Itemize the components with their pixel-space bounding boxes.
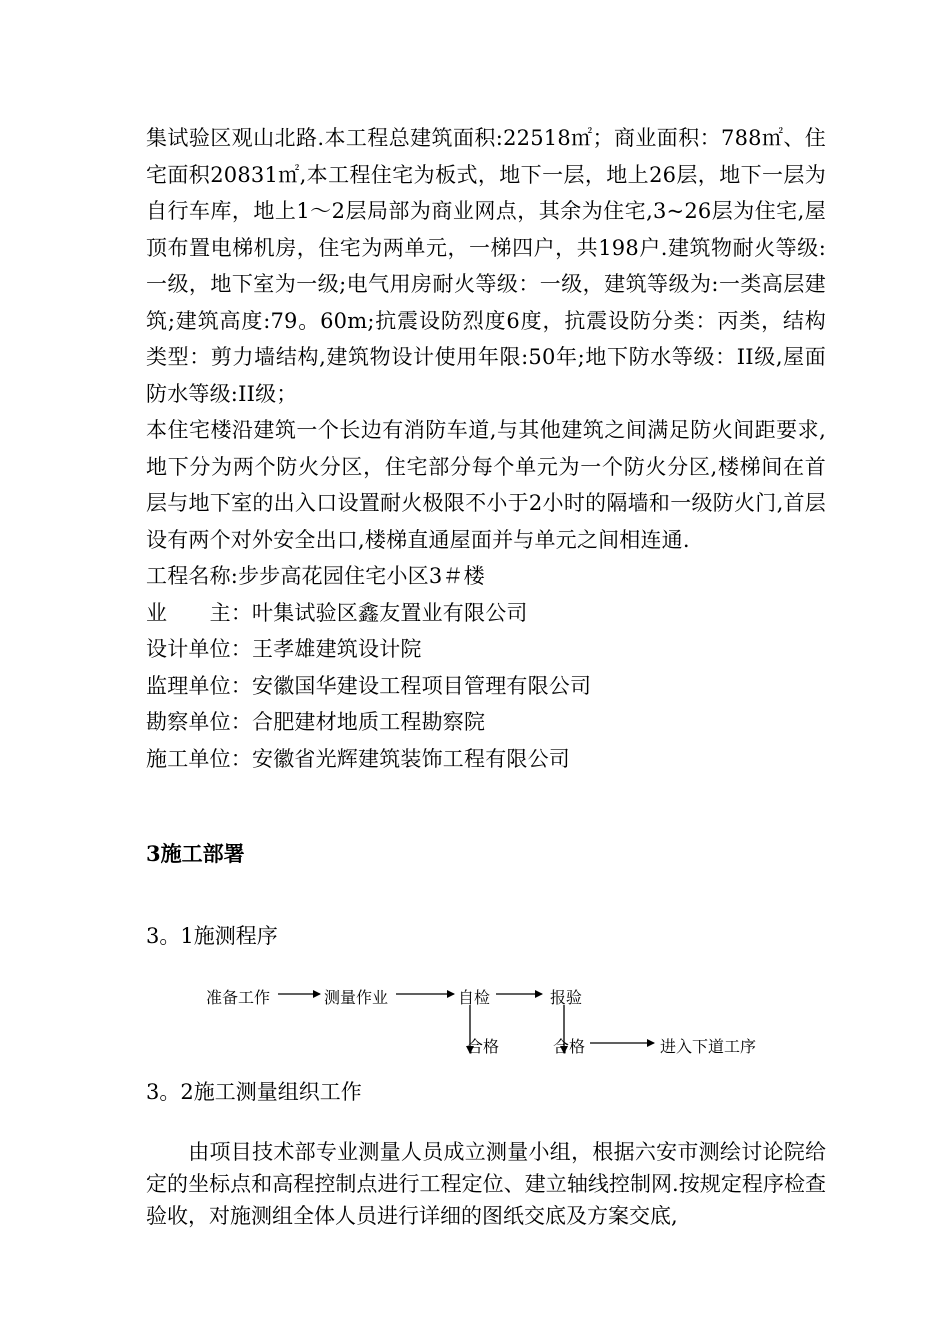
survey-organization-paragraph	[146, 1136, 826, 1232]
designer-line: 设计单位：王孝雄建筑设计院	[146, 637, 422, 661]
flow-step-selfcheck: 自检	[458, 988, 491, 1007]
owner-label: 业 主	[146, 600, 231, 625]
project-overview-text	[146, 120, 826, 777]
survey-organization-text: 由项目技术部专业测量人员成立测量小组，根据六安市测绘讨论院给定的坐标点和高程控制点进行工程定位、建立轴线控制网.按规定程序检查验收，对施测组全体人员进行详细的图纸交底及方案交底,	[146, 1140, 826, 1228]
flow-pass-label-1: 合格	[467, 1037, 500, 1056]
flow-step-measure: 测量作业	[324, 988, 389, 1007]
owner-value: ：叶集试验区鑫友置业有限公司	[230, 600, 528, 625]
section-3-2-heading: 3。2施工测量组织工作	[146, 1080, 362, 1104]
flow-step-report: 报验	[550, 988, 583, 1007]
project-name-line: 工程名称:步步高花园住宅小区3＃楼	[146, 564, 485, 588]
flow-step-next: 进入下道工序	[660, 1037, 757, 1056]
flow-step-prepare: 准备工作	[206, 988, 271, 1007]
surveyor-line: 勘察单位：合肥建材地质工程勘察院	[146, 710, 486, 734]
owner-line	[146, 595, 826, 632]
section-3-heading: 3施工部署	[146, 841, 245, 866]
contractor-line: 施工单位：安徽省光辉建筑装饰工程有限公司	[146, 746, 570, 771]
supervisor-line: 监理单位：安徽国华建设工程项目管理有限公司	[146, 673, 592, 698]
fire-safety-paragraph: 本住宅楼沿建筑一个长边有消防车道,与其他建筑之间满足防火间距要求,地下分为两个防火分区，住宅部分每个单元为一个防火分区,楼梯间在首层与地下室的出入口设置耐火极限不小于2小时的隔墙和一级防火门,首层设有两个对外安全出口,楼梯直通屋面并与单元之间相连通.	[146, 418, 826, 552]
flow-pass-label-2: 合格	[553, 1037, 586, 1056]
building-description-paragraph: 集试验区观山北路.本工程总建筑面积:22518㎡；商业面积：788㎡、住宅面积20831㎡,本工程住宅为板式，地下一层，地上26层，地下一层为自行车库，地上1～2层局部为商业网点，其余为住宅,3~26层为住宅,屋顶布置电梯机房，住宅为两单元，一梯四户，共198户.建筑物耐火等级:一级，地下室为一级;电气用房耐火等级：一级，建筑等级为:一类高层建筑;建筑高度:79。60m;抗震设防烈度6度，抗震设防分类：丙类，结构类型：剪力墙结构,建筑物设计使用年限:50年;地下防水等级：II级,屋面防水等级:II级；	[146, 126, 826, 406]
survey-procedure-flowchart	[180, 975, 800, 1065]
section-3-1-heading: 3。1施测程序	[146, 924, 278, 948]
